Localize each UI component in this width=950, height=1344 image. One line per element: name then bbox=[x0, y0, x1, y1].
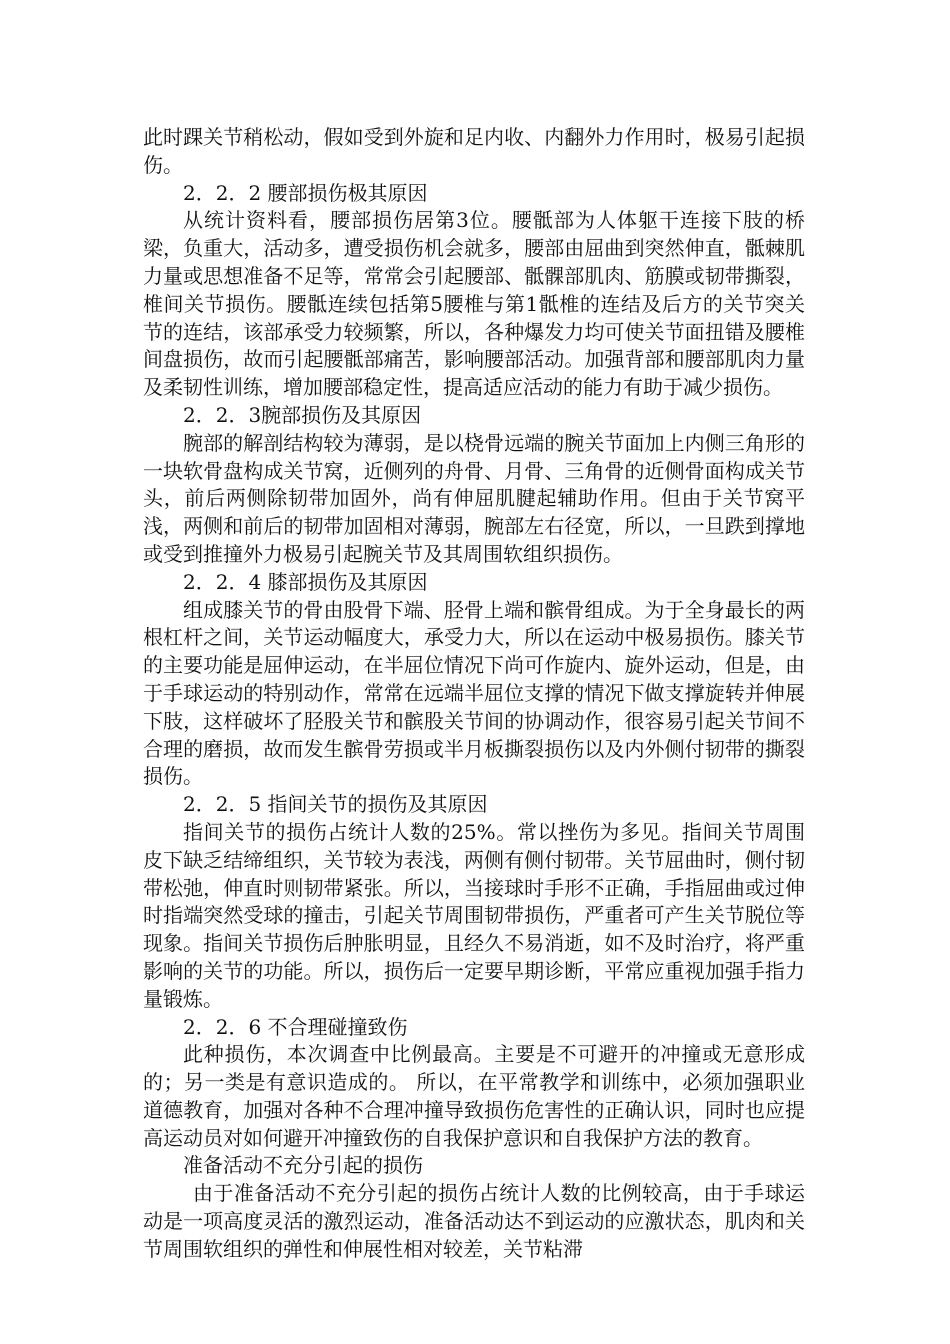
paragraph-wrist-injury: 腕部的解剖结构较为薄弱，是以桡骨远端的腕关节面加上内侧三角形的一块软骨盘构成关节窝，近侧列的舟骨、月骨、三角骨的近侧骨面构成关节头，前后两侧除韧带加固外，尚有伸屈肌腱起辅助作用。但由于关节窝平浅，两侧和前后的韧带加固相对薄弱，腕部左右径宽，所以，一旦跌到撑地或受到推撞外力极易引起腕关节及其周围软组织损伤。 bbox=[143, 430, 805, 566]
paragraph-knee-injury: 组成膝关节的骨由股骨下端、胫骨上端和髌骨组成。为于全身最长的两根杠杆之间，关节运动幅度大，承受力大，所以在运动中极易损伤。膝关节的主要功能是屈伸运动，在半屈位情况下尚可作旋内、旋外运动，但是，由于手球运动的特别动作，常常在远端半屈位支撑的情况下做支撑旋转并伸展下肢，这样破坏了胫股关节和髌股关节间的协调动作，很容易引起关节间不合理的磨损，故而发生髌骨劳损或半月板撕裂损伤以及内外侧付韧带的撕裂损伤。 bbox=[143, 597, 805, 789]
continued-paragraph: 此时踝关节稍松动，假如受到外旋和足内收、内翻外力作用时，极易引起损伤。 bbox=[143, 125, 805, 177]
document-body bbox=[143, 124, 805, 1264]
paragraph-finger-joint-injury: 指间关节的损伤占统计人数的25%。常以挫伤为多见。指间关节周围皮下缺乏结缔组织，关节较为表浅，两侧有侧付韧带。关节屈曲时，侧付韧带松弛，伸直时则韧带紧张。所以，当接球时手形不正确，手指屈曲或过伸时指端突然受球的撞击，引起关节周围韧带损伤，严重者可产生关节脱位等现象。指间关节损伤后肿胀明显，且经久不易消逝，如不及时治疗，将严重影响的关节的功能。所以，损伤后一定要早期诊断，平常应重视加强手指力量锻炼。 bbox=[143, 819, 805, 1011]
paragraph-warmup-injury: 由于准备活动不充分引起的损伤占统计人数的比例较高，由于手球运动是一项高度灵活的激烈运动，准备活动达不到运动的应激状态，肌肉和关节周围软组织的弹性和伸展性相对较差，关节粘滞 bbox=[143, 1181, 805, 1261]
paragraph-collision-injury: 此种损伤，本次调查中比例最高。主要是不可避开的冲撞或无意形成的；另一类是有意识造成的。 所以，在平常教学和训练中，必须加强职业道德教育，加强对各种不合理冲撞导致损伤危害性的正确认识，同时也应提高运动员对如何避开冲撞致伤的自我保护意识和自我保护方法的教育。 bbox=[143, 1042, 805, 1150]
paragraph-lumbar-injury: 从统计资料看，腰部损伤居第3位。腰骶部为人体躯干连接下肢的桥梁，负重大，活动多，遭受损伤机会就多，腰部由屈曲到突然伸直，骶棘肌力量或思想准备不足等，常常会引起腰部、骶髁部肌肉、筋膜或韧带撕裂，椎间关节损伤。腰骶连续包括第5腰椎与第1骶椎的连结及后方的关节突关节的连结，该部承受力较频繁，所以，各种爆发力均可使关节面扭错及腰椎间盘损伤，故而引起腰骶部痛苦，影响腰部活动。加强背部和腰部肌肉力量及柔韧性训练，增加腰部稳定性，提高适应活动的能力有助于减少损伤。 bbox=[143, 208, 805, 400]
section-heading-2-2-5: 2．2．5 指间关节的损伤及其原因 bbox=[183, 792, 488, 817]
section-heading-2-2-2: 2．2．2 腰部损伤极其原因 bbox=[183, 180, 428, 205]
section-heading-2-2-6: 2．2．6 不合理碰撞致伤 bbox=[183, 1014, 408, 1039]
section-heading-2-2-3: 2．2．3腕部损伤及其原因 bbox=[183, 402, 422, 427]
section-heading-2-2-4: 2．2．4 膝部损伤及其原因 bbox=[183, 569, 428, 594]
section-heading-warmup: 准备活动不充分引起的损伤 bbox=[183, 1153, 423, 1178]
